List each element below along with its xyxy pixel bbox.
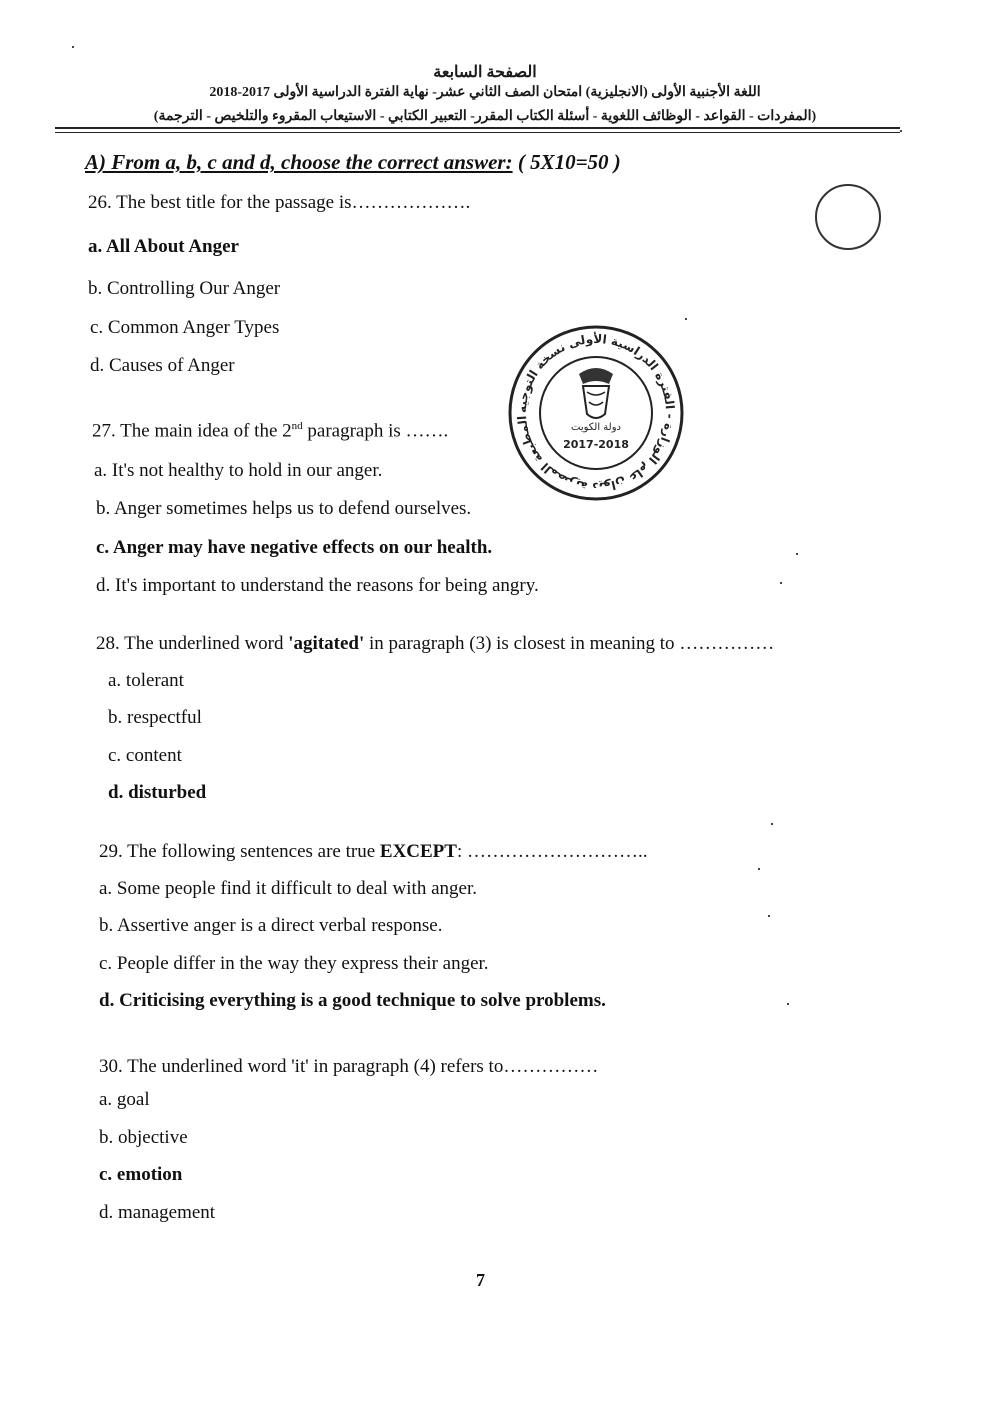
stamp-outer-ring <box>510 327 682 499</box>
option-30-d[interactable]: d. management <box>99 1202 216 1223</box>
ordinal-suffix: nd <box>291 420 303 432</box>
scan-speck <box>758 868 760 870</box>
question-30 <box>99 1056 598 1078</box>
section-instruction: A) From a, b, c and d, choose the correct answer: <box>85 150 513 174</box>
option-28-a[interactable]: a. tolerant <box>108 670 184 691</box>
option-26-c[interactable]: c. Common Anger Types <box>90 317 280 338</box>
question-29 <box>99 841 648 863</box>
option-30-a[interactable]: a. goal <box>99 1089 150 1110</box>
header-rule-thin <box>55 132 900 133</box>
option-26-b[interactable]: b. Controlling Our Anger <box>88 278 281 299</box>
page-number: 7 <box>476 1270 485 1290</box>
option-27-a[interactable]: a. It's not healthy to hold in our anger. <box>94 460 383 481</box>
option-29-d[interactable]: d. Criticising everything is a good technique to solve problems. <box>99 990 606 1011</box>
scan-speck <box>796 553 798 555</box>
question-number: 28. <box>96 633 120 654</box>
question-text-end: : ……………………….. <box>456 841 648 862</box>
official-stamp <box>505 322 687 504</box>
question-text-end: in paragraph (3) is closest in meaning to …………… <box>364 633 775 654</box>
option-29-b[interactable]: b. Assertive anger is a direct verbal response. <box>99 915 443 936</box>
question-text: The main idea of the 2 <box>120 420 292 442</box>
question-keyword: 'agitated' <box>288 633 365 654</box>
question-number: 26. <box>88 192 112 213</box>
question-text-end: paragraph is ……. <box>302 420 449 442</box>
option-29-c[interactable]: c. People differ in the way they express their anger. <box>99 953 489 974</box>
stamp-year: 2017-2018 <box>563 438 629 451</box>
scan-speck <box>787 1003 789 1005</box>
option-28-b[interactable]: b. respectful <box>108 707 202 728</box>
option-27-d[interactable]: d. It's important to understand the reasons for being angry. <box>96 575 539 596</box>
score-circle <box>815 184 881 250</box>
section-marks: ( 5X10=50 ) <box>512 150 621 174</box>
question-text: The best title for the passage is………………. <box>116 192 471 213</box>
question-text: The underlined word <box>124 633 289 654</box>
header-rule <box>55 127 900 129</box>
question-26 <box>88 192 470 214</box>
question-number: 27. <box>92 420 116 442</box>
option-27-b[interactable]: b. Anger sometimes helps us to defend ourselves. <box>96 498 472 519</box>
scan-speck <box>72 46 74 48</box>
option-29-a[interactable]: a. Some people find it difficult to deal with anger. <box>99 878 477 899</box>
section-title <box>85 150 621 175</box>
exam-title: اللغة الأجنبية الأولى (الانجليزية) امتحان الصف الثاني عشر- نهاية الفترة الدراسية الأولى 2017-2018 <box>209 85 761 100</box>
question-number: 30. <box>99 1056 123 1077</box>
option-26-a[interactable]: a. All About Anger <box>88 236 239 257</box>
option-30-c[interactable]: c. emotion <box>99 1164 183 1185</box>
question-text: The underlined word 'it' in paragraph (4) refers to…………… <box>127 1056 599 1077</box>
option-26-d[interactable]: d. Causes of Anger <box>90 355 235 376</box>
scan-speck <box>685 318 687 320</box>
emblem-icon <box>579 368 613 418</box>
question-28 <box>96 633 774 655</box>
page-label: الصفحة السابعة <box>433 64 537 81</box>
question-keyword: EXCEPT <box>379 841 457 862</box>
option-27-c[interactable]: c. Anger may have negative effects on our health. <box>96 537 493 558</box>
question-number: 29. <box>99 841 123 862</box>
scan-speck <box>900 130 902 132</box>
question-27 <box>92 420 448 442</box>
question-text: The following sentences are true <box>127 841 380 862</box>
option-28-d[interactable]: d. disturbed <box>108 782 207 803</box>
scan-speck <box>768 915 770 917</box>
option-28-c[interactable]: c. content <box>108 745 182 766</box>
scan-speck <box>780 582 782 584</box>
stamp-center-text: دولة الكويت <box>571 422 621 433</box>
scan-speck <box>771 823 773 825</box>
exam-topics: (المفردات - القواعد - الوظائف اللغوية - أسئلة الكتاب المقرر- التعبير الكتابي - الاستيعاب المقروء والتلخيص - الترجمة) <box>153 109 817 124</box>
stamp-ring-text: المطبعة المصرية ديوان عام الوزارة - الفترة الدراسية الأولى نسخة التوجيه <box>514 331 678 495</box>
option-30-b[interactable]: b. objective <box>99 1127 188 1148</box>
